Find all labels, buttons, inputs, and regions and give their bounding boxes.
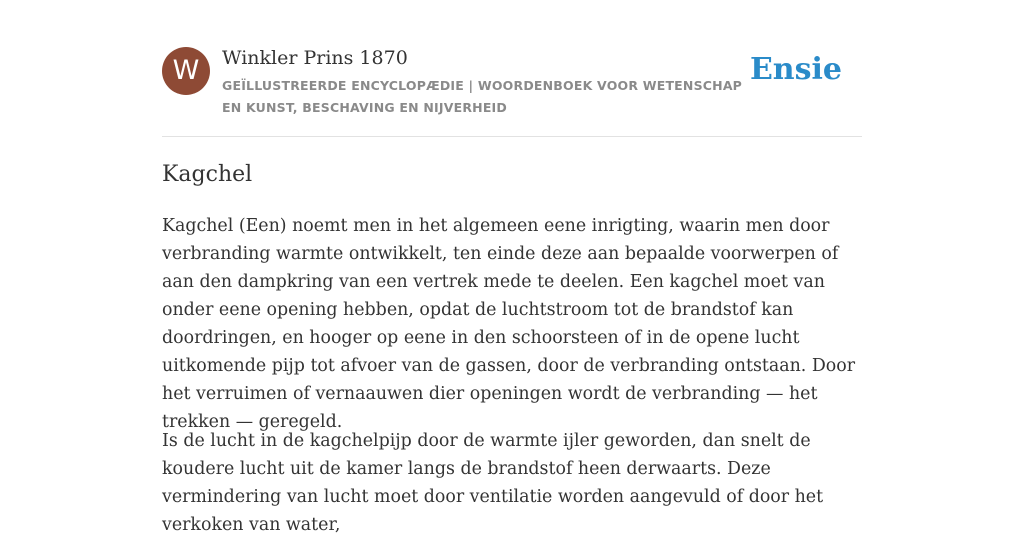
article-paragraph-2: Is de lucht in de kagchelpijp door de warmte ijler geworden, dan snelt de koudere lucht uit de kamer langs de brandstof heen derwaarts. Deze vermindering van lucht moet door ventilatie worden aangevuld of door het verkoken van water,: [162, 431, 824, 535]
page-container: [162, 0, 862, 535]
article-title: Kagchel: [162, 162, 253, 187]
source-subtitle: GEÏLLUSTREERDE ENCYCLOPÆDIE | WOORDENBOEK VOOR WETENSCHAP EN KUNST, BESCHAVING EN NIJVERHEID: [222, 78, 743, 115]
ensie-logo[interactable]: Ensie: [749, 52, 842, 87]
source-header: [162, 0, 862, 137]
source-info: [222, 44, 762, 119]
article-paragraph-1: Kagchel (Een) noemt men in het algemeen eene inrigting, waarin men door verbranding warmte ontwikkelt, ten einde deze aan bepaalde voorwerpen of aan den dampkring van een vertrek mede te deelen. Een kagchel moet van onder eene opening hebben, opdat de luchtstroom tot de brandstof kan doordringen, en hooger op eene in den schoorsteen of in de opene lucht uitkomende pijp tot afvoer van de gassen, door de verbranding ontstaan. Door het verruimen of vernaauwen dier openingen wordt de verbranding — het trekken — geregeld.: [162, 216, 856, 432]
source-title[interactable]: Winkler Prins 1870: [222, 47, 408, 69]
source-avatar[interactable]: W: [162, 47, 210, 95]
